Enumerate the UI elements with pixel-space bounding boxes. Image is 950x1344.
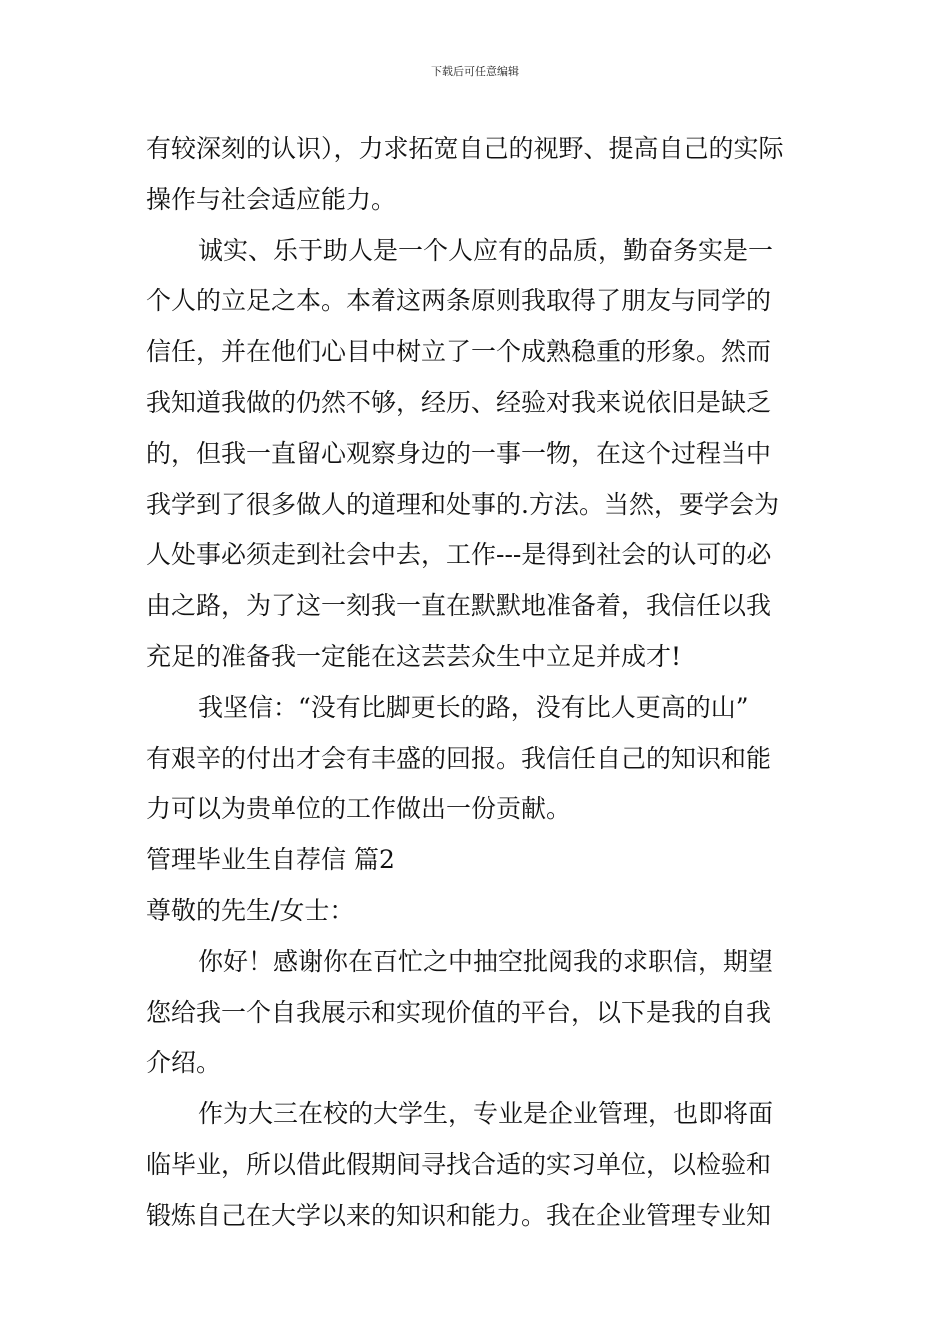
text-line: 临毕业，所以借此假期间寻找合适的实习单位，以检验和	[146, 1149, 772, 1179]
paragraph-start-line: 诚实、乐于助人是一个人应有的品质，勤奋务实是一	[198, 235, 774, 265]
text-line: 您给我一个自我展示和实现价值的平台，以下是我的自我	[146, 997, 772, 1027]
text-line: 力可以为贵单位的工作做出一份贡献。	[146, 794, 572, 824]
paragraph-start-line: 我坚信：“没有比脚更长的路，没有比人更高的山”	[198, 692, 749, 722]
page-header: 下载后可任意编辑	[431, 65, 519, 78]
text-line: 由之路，为了这一刻我一直在默默地准备着，我信任以我	[146, 591, 772, 621]
document-body	[146, 124, 810, 1242]
text-line: 的，但我一直留心观察身边的一事一物，在这个过程当中	[146, 438, 772, 468]
text-line: 充足的准备我一定能在这芸芸众生中立足并成才!	[146, 641, 682, 671]
text-line: 我学到了很多做人的道理和处事的.方法。当然，要学会为	[146, 489, 779, 519]
text-line: 我知道我做的仍然不够，经历、经验对我来说依旧是缺乏	[146, 387, 772, 417]
text-line: 介绍。	[146, 1048, 222, 1078]
text-line: 操作与社会适应能力。	[146, 184, 397, 214]
text-line: 人处事必须走到社会中去，工作---是得到社会的认可的必	[146, 540, 772, 570]
paragraph-start-line: 你好！感谢你在百忙之中抽空批阅我的求职信，期望	[198, 946, 774, 976]
text-line: 锻炼自己在大学以来的知识和能力。我在企业管理专业知	[146, 1200, 772, 1230]
salutation: 尊敬的先生/女士：	[146, 895, 355, 925]
text-line: 信任，并在他们心目中树立了一个成熟稳重的形象。然而	[146, 337, 772, 367]
text-line: 个人的立足之本。本着这两条原则我取得了朋友与同学的	[146, 286, 772, 316]
text-line: 有艰辛的付出才会有丰盛的回报。我信任自己的知识和能	[146, 743, 772, 773]
text-line: 有较深刻的认识），力求拓宽自己的视野、提高自己的实际	[146, 134, 784, 163]
paragraph-start-line: 作为大三在校的大学生，专业是企业管理，也即将面	[198, 1099, 774, 1129]
section-heading: 管理毕业生自荐信 篇2	[146, 845, 395, 875]
